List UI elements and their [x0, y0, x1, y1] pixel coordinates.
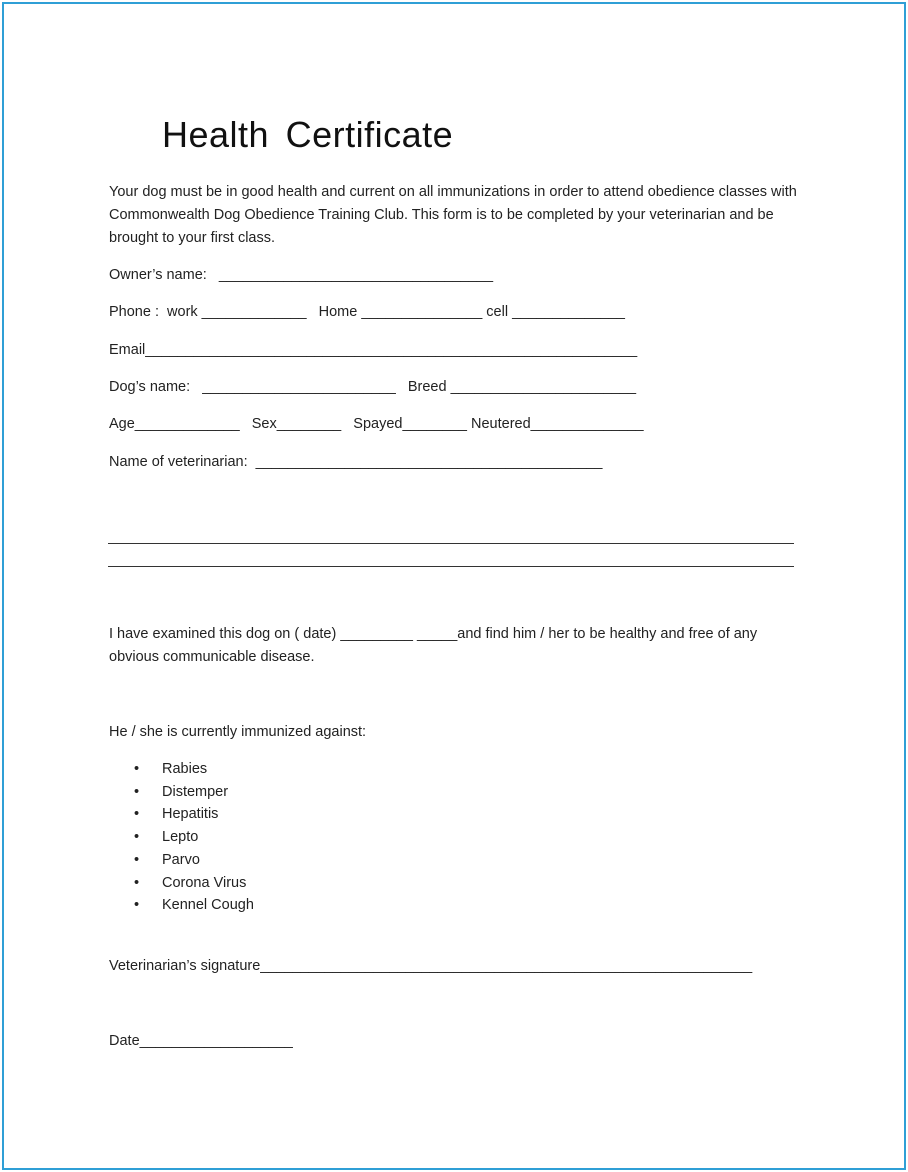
- immunization-item: [130, 826, 254, 849]
- date-field[interactable]: Date___________________: [109, 1033, 293, 1049]
- immunization-list: [130, 758, 254, 917]
- vet-signature-field[interactable]: Veterinarian’s signature_____________________________________________________________: [109, 958, 753, 974]
- bullet-icon: •: [134, 829, 140, 846]
- immunized-heading: He / she is currently immunized against:: [109, 724, 367, 740]
- immunization-label: Corona Virus: [162, 874, 247, 891]
- immunization-label: Parvo: [162, 851, 200, 868]
- intro-paragraph: Your dog must be in good health and current on all immunizations in order to attend obedience classes with Commonwealth Dog Obedience Training Club. This form is to be completed by your veterinarian and be brought to your first class.: [109, 184, 797, 246]
- bullet-icon: •: [134, 897, 140, 914]
- immunization-item: [130, 758, 254, 781]
- bullet-icon: •: [134, 761, 140, 777]
- phone-field[interactable]: Phone : work _____________ Home _______________ cell ______________: [109, 304, 625, 320]
- page-title: Health Certificate: [162, 114, 454, 155]
- immunization-item: [130, 781, 254, 804]
- immunization-label: Lepto: [162, 829, 199, 846]
- immunization-label: Hepatitis: [162, 806, 219, 823]
- dog-name-breed-field[interactable]: Dog’s name: ________________________ Breed _______________________: [109, 379, 637, 395]
- bullet-icon: •: [134, 806, 140, 823]
- immunization-label: Rabies: [162, 761, 208, 777]
- blank-line-2[interactable]: [108, 566, 794, 567]
- veterinarian-name-field[interactable]: Name of veterinarian: ___________________________________________: [109, 454, 603, 470]
- bullet-icon: •: [134, 783, 140, 800]
- immunization-item: [130, 849, 254, 872]
- bullet-icon: •: [134, 851, 140, 868]
- immunization-label: Kennel Cough: [162, 897, 254, 914]
- immunization-item: [130, 894, 254, 917]
- bullet-icon: •: [134, 874, 140, 891]
- immunization-label: Distemper: [162, 783, 229, 800]
- blank-line-1[interactable]: [108, 543, 794, 544]
- exam-statement: I have examined this dog on ( date) _________ _____and find him / her to be healthy and free of any obvious communicable disease.: [109, 626, 758, 665]
- email-field[interactable]: Email_____________________________________________________________: [109, 342, 638, 358]
- immunization-item: [130, 872, 254, 895]
- age-sex-field[interactable]: Age_____________ Sex________ Spayed________ Neutered______________: [109, 416, 644, 432]
- owner-name-field[interactable]: Owner’s name: __________________________________: [109, 267, 494, 283]
- immunization-item: [130, 803, 254, 826]
